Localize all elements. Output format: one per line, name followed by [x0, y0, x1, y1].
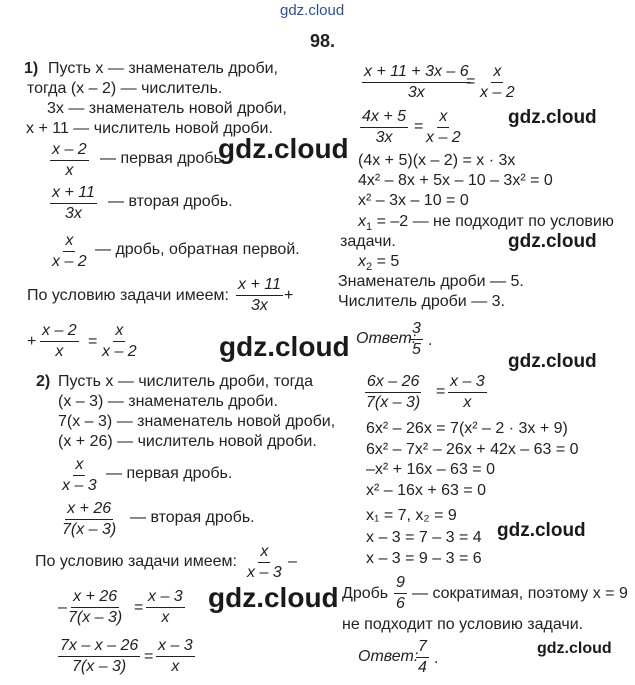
- fraction-denominator: 7(x – 3): [72, 658, 127, 675]
- operator: =: [144, 648, 154, 665]
- math-line: x₁ = 7, x₂ = 9: [366, 507, 457, 524]
- text-line: — вторая дробь.: [108, 193, 233, 210]
- fraction-numerator: x – 3: [156, 637, 195, 657]
- fraction-numerator: x – 2: [40, 322, 79, 342]
- text-line: Дробь: [342, 585, 389, 602]
- operator: =: [436, 383, 446, 400]
- math-line: x² – 3x – 10 = 0: [358, 192, 469, 209]
- fraction-denominator: x – 2: [52, 253, 87, 270]
- answer-label: Ответ:: [356, 330, 417, 347]
- problem-number: 98.: [310, 31, 336, 51]
- fraction: [360, 108, 408, 147]
- fraction-numerator: x + 11: [236, 276, 283, 296]
- operator: =: [88, 333, 98, 350]
- text-line: — сократимая, поэтому x = 9: [412, 585, 628, 602]
- text-line: 7(x – 3) — знаменатель новой дроби,: [58, 413, 336, 430]
- fraction: [58, 637, 140, 676]
- variable: x: [358, 213, 366, 230]
- fraction: [146, 588, 185, 627]
- text-line: По условию задачи имеем:: [35, 553, 237, 570]
- fraction-numerator: x + 26: [71, 588, 119, 608]
- fraction-denominator: 7(x – 3): [68, 609, 123, 626]
- operator: –: [58, 599, 67, 616]
- fraction: [362, 63, 471, 102]
- fraction-numerator: 7x – x – 26: [58, 637, 140, 657]
- fraction-denominator: 3x: [375, 129, 393, 146]
- operator: –: [288, 553, 297, 570]
- math-line: –x² + 16x – 63 = 0: [366, 461, 495, 478]
- fraction-numerator: x – 3: [146, 588, 185, 608]
- text-line: Числитель дроби — 3.: [338, 293, 505, 310]
- fraction-numerator: x + 26: [65, 500, 113, 520]
- fraction-denominator: 3x: [407, 84, 425, 101]
- watermark: gdz.cloud: [508, 351, 597, 372]
- fraction-denominator: x: [65, 162, 74, 179]
- fraction-denominator: 7(x – 3): [62, 521, 117, 538]
- fraction: [50, 141, 89, 180]
- fraction-denominator: x – 2: [426, 129, 461, 146]
- fraction: [60, 500, 118, 539]
- math-line: x – 3 = 9 – 3 = 6: [366, 550, 482, 567]
- fraction-numerator: x: [258, 543, 270, 563]
- fraction: [364, 373, 422, 412]
- fraction-denominator: x – 3: [62, 477, 97, 494]
- fraction: [50, 232, 89, 271]
- fraction-numerator: 7: [416, 638, 429, 658]
- subscript: 2: [366, 261, 373, 274]
- subscript: 1: [366, 221, 373, 234]
- watermark: gdz.cloud: [208, 582, 339, 613]
- fraction: [156, 637, 195, 676]
- fraction: [448, 373, 487, 412]
- fraction-denominator: x – 2: [102, 343, 137, 360]
- fraction: [424, 108, 463, 147]
- fraction-denominator: x – 2: [480, 84, 515, 101]
- text-line: x + 11 — числитель новой дроби.: [26, 120, 273, 137]
- fraction-numerator: x + 11 + 3x – 6: [362, 63, 471, 83]
- text-line: — вторая дробь.: [130, 509, 255, 526]
- text-line: По условию задачи имеем:: [27, 287, 229, 304]
- text-line: задачи.: [340, 233, 396, 250]
- fraction-denominator: 5: [412, 341, 421, 358]
- fraction-denominator: x: [171, 658, 180, 675]
- part-2-label: 2): [36, 373, 51, 390]
- text-line: (x – 3) — знаменатель дроби.: [58, 393, 278, 410]
- fraction-denominator: 7(x – 3): [366, 394, 421, 411]
- fraction-numerator: x + 11: [50, 184, 97, 204]
- operator: =: [134, 599, 144, 616]
- fraction-numerator: x: [437, 108, 449, 128]
- watermark: gdz.cloud: [218, 133, 349, 164]
- fraction-denominator: 4: [418, 659, 427, 676]
- fraction: [40, 322, 79, 361]
- operator: +: [284, 287, 294, 304]
- text-line: Пусть x — знаменатель дроби,: [48, 60, 278, 77]
- fraction-numerator: x: [63, 232, 75, 252]
- text-line: тогда (x – 2) — числитель.: [27, 80, 223, 97]
- math-line: x² – 16x + 63 = 0: [366, 482, 487, 499]
- fraction-denominator: 6: [396, 595, 405, 612]
- text-line: — дробь, обратная первой.: [95, 241, 300, 258]
- operator: =: [466, 73, 476, 90]
- fraction: [60, 456, 99, 495]
- watermark: gdz.cloud: [219, 331, 350, 362]
- text-line: Пусть x — числитель дроби, тогда: [58, 373, 314, 390]
- fraction-numerator: x: [113, 322, 125, 342]
- math-text: = –2 — не подходит по условию: [372, 213, 614, 230]
- text-line: 3x — знаменатель новой дроби,: [47, 100, 287, 117]
- operator: +: [27, 333, 37, 350]
- fraction-numerator: x – 2: [50, 141, 89, 161]
- fraction: [100, 322, 139, 361]
- fraction-denominator: x: [161, 609, 170, 626]
- math-line: [358, 213, 614, 236]
- fraction-denominator: x – 3: [247, 564, 282, 581]
- text-line: (x + 26) — числитель новой дроби.: [58, 433, 317, 450]
- fraction-numerator: x: [491, 63, 503, 83]
- fraction: [394, 574, 407, 613]
- watermark-top: gdz.cloud: [280, 2, 345, 19]
- watermark: gdz.cloud: [497, 520, 586, 541]
- part-1-label: 1): [24, 60, 39, 77]
- watermark: gdz.cloud: [508, 107, 597, 128]
- fraction-numerator: 9: [394, 574, 407, 594]
- answer-fraction: [410, 320, 423, 359]
- fraction-denominator: x: [55, 343, 64, 360]
- answer-label: Ответ:: [358, 648, 419, 665]
- fraction-numerator: 3: [410, 320, 423, 340]
- math-line: 4x² – 8x + 5x – 10 – 3x² = 0: [358, 172, 553, 189]
- fraction: [245, 543, 284, 582]
- punctuation: .: [428, 332, 433, 349]
- watermark: gdz.cloud: [537, 640, 612, 657]
- operator: =: [414, 118, 424, 135]
- punctuation: .: [434, 650, 439, 667]
- math-line: 6x² – 26x = 7(x² – 2 · 3x + 9): [366, 420, 568, 437]
- math-line: 6x² – 7x² – 26x + 42x – 63 = 0: [366, 441, 579, 458]
- text-line: — первая дробь.: [100, 150, 227, 167]
- math-line: x – 3 = 7 – 3 = 4: [366, 529, 482, 546]
- fraction-numerator: x: [73, 456, 85, 476]
- fraction-denominator: 3x: [64, 205, 82, 222]
- answer-fraction: [416, 638, 429, 677]
- fraction-numerator: 4x + 5: [360, 108, 408, 128]
- fraction: [236, 276, 283, 315]
- text-line: — первая дробь.: [106, 465, 233, 482]
- fraction-numerator: 6x – 26: [365, 373, 421, 393]
- math-text: = 5: [372, 253, 400, 270]
- watermark: gdz.cloud: [508, 231, 597, 252]
- variable: x: [358, 253, 366, 270]
- fraction-numerator: x – 3: [448, 373, 487, 393]
- math-line: (4x + 5)(x – 2) = x · 3x: [358, 152, 516, 169]
- fraction: [50, 184, 97, 223]
- text-line: не подходит по условию задачи.: [342, 616, 584, 633]
- fraction-denominator: x: [463, 394, 472, 411]
- fraction: [66, 588, 124, 627]
- fraction-denominator: 3x: [250, 297, 268, 314]
- text-line: Знаменатель дроби — 5.: [338, 273, 524, 290]
- fraction: [478, 63, 517, 102]
